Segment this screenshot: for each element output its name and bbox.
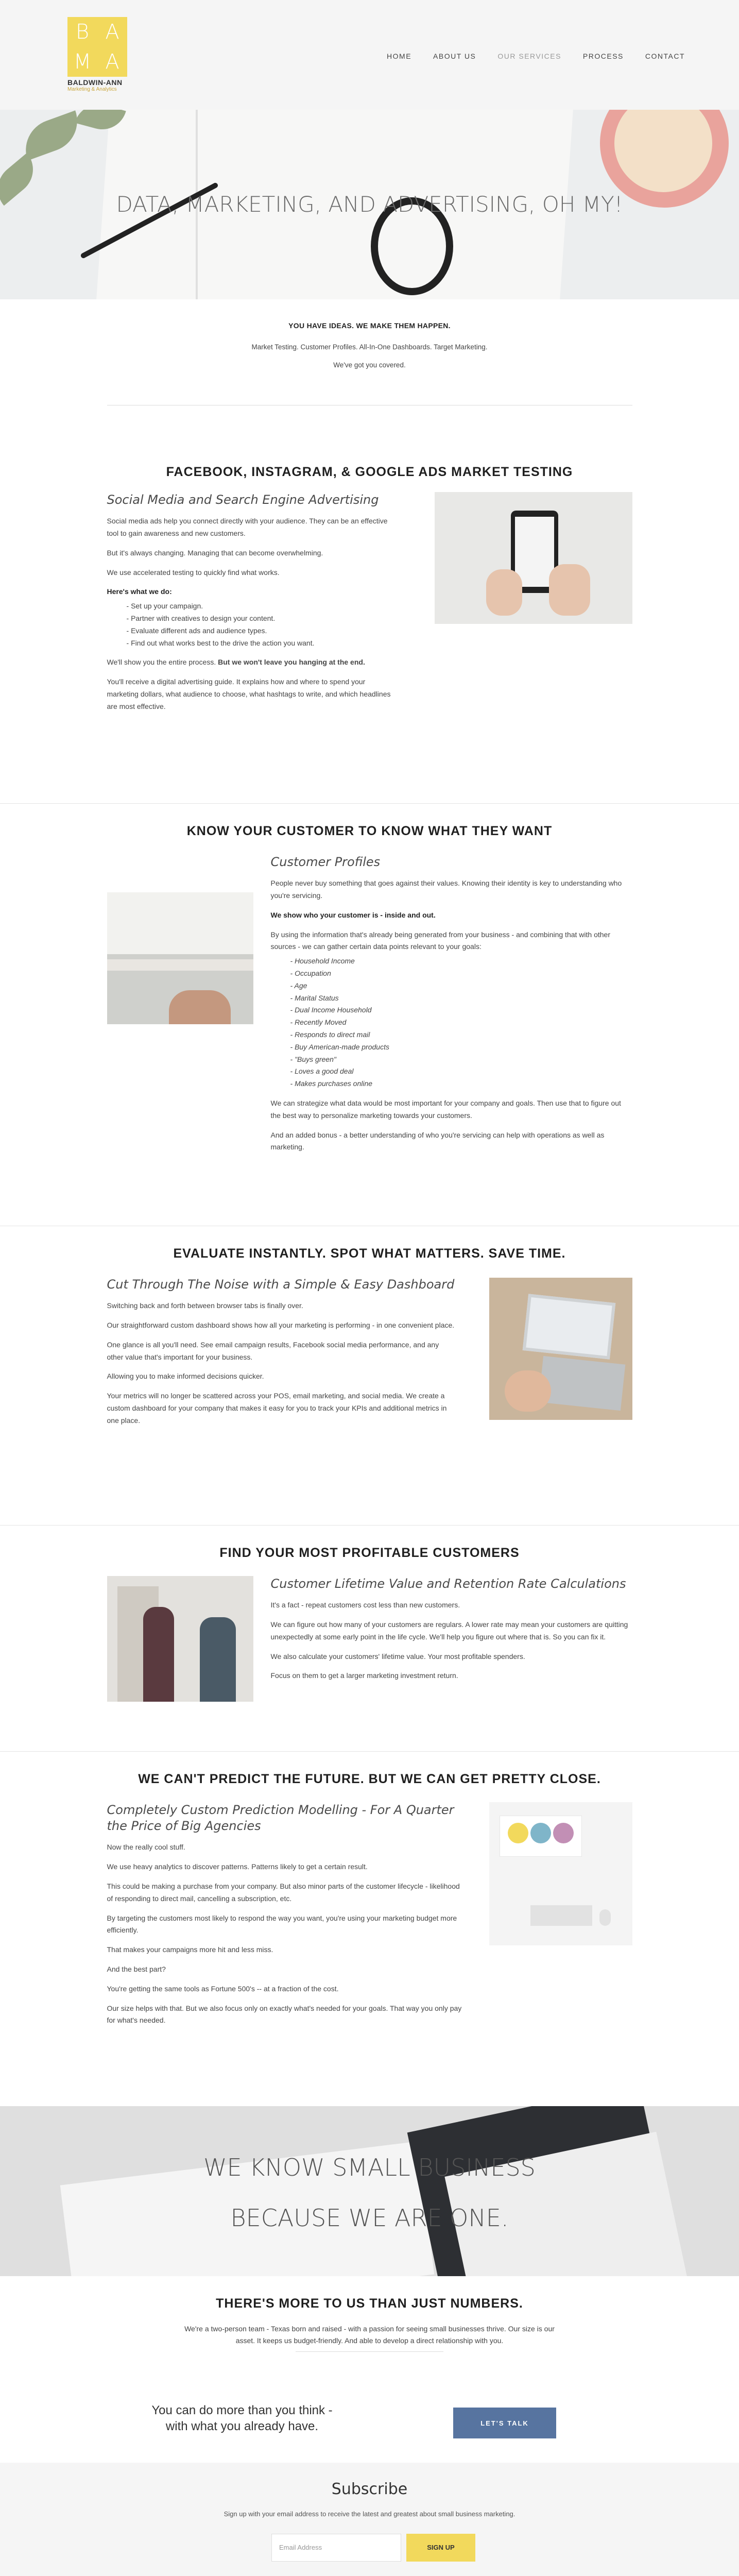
subscribe-title: Subscribe bbox=[331, 2480, 408, 2498]
phone-screen-image bbox=[515, 517, 554, 587]
laptop-dashboard-image bbox=[489, 1278, 632, 1420]
list-item: - Find out what works best to the drive the action you want. bbox=[127, 637, 396, 650]
paragraph: And an added bonus - a better understanding of who you're servicing can help with operations as well as marketing. bbox=[270, 1130, 605, 1151]
list-item: - Buy American-made products bbox=[290, 1041, 632, 1054]
paragraph: And the best part? bbox=[107, 1964, 166, 1973]
intro-heading: YOU HAVE IDEAS. WE MAKE THEM HAPPEN. bbox=[288, 321, 451, 330]
paragraph: By using the information that's already being generated from your business - and combining that with other sources - we can gather certain data points relevant to your goals: bbox=[270, 930, 610, 951]
hand-image bbox=[549, 564, 590, 616]
paragraph: People never buy something that goes against their values. Knowing their identity is key to understanding who you're servicing. bbox=[270, 879, 622, 900]
logo-letter: M bbox=[73, 50, 92, 74]
section-title: FACEBOOK, INSTAGRAM, & GOOGLE ADS MARKET TESTING bbox=[166, 465, 573, 479]
small-business-banner bbox=[0, 2106, 739, 2276]
profitable-customers-section bbox=[107, 1526, 632, 1751]
logo-name: BALDWIN-ANN bbox=[67, 78, 123, 87]
paragraph: Focus on them to get a larger marketing investment return. bbox=[270, 1671, 458, 1680]
logo-letter: A bbox=[105, 50, 119, 74]
laptop-screen-image bbox=[522, 1294, 615, 1359]
paragraph: Now the really cool stuff. bbox=[107, 1843, 185, 1852]
nav-home[interactable]: HOME bbox=[387, 52, 412, 60]
main-nav bbox=[387, 50, 685, 63]
logo-mark bbox=[67, 17, 127, 77]
section-body bbox=[107, 1277, 457, 1427]
paragraph: We use heavy analytics to discover patterns. Patterns likely to get a certain result. bbox=[107, 1862, 368, 1871]
paragraph: It's a fact - repeat customers cost less than new customers. bbox=[270, 1601, 460, 1609]
list-heading: Here's what we do: bbox=[107, 587, 172, 596]
list-item: - Loves a good deal bbox=[290, 1065, 632, 1078]
cta-text: You can do more than you think - with what you already have. bbox=[151, 2403, 333, 2434]
section-title: FIND YOUR MOST PROFITABLE CUSTOMERS bbox=[219, 1546, 520, 1560]
list-item: - Occupation bbox=[290, 968, 632, 980]
nav-contact[interactable]: CONTACT bbox=[645, 52, 685, 60]
keyboard-image bbox=[538, 1356, 625, 1411]
list-item: - "Buys green" bbox=[290, 1054, 632, 1066]
paragraph: We also calculate your customers' lifetime value. Your most profitable spenders. bbox=[270, 1652, 525, 1660]
paragraph: This could be making a purchase from your company. But also minor parts of the customer lifecycle - likelihood of responding to direct mail, cancelling a subscription, etc. bbox=[107, 1882, 460, 1903]
person-image bbox=[169, 990, 231, 1024]
list-item: - Evaluate different ads and audience types. bbox=[127, 625, 396, 637]
dashboard-section bbox=[107, 1226, 632, 1525]
paragraph: Your metrics will no longer be scattered across your POS, email marketing, and social media. We create a custom dashboard for your company that makes it easy for you to track your KPIs and additional metrics in one place. bbox=[107, 1392, 447, 1425]
intro-covered-line: We've got you covered. bbox=[333, 361, 406, 369]
paragraph: By targeting the customers most likely to respond the way you want, you're using your marketing budget more efficiently. bbox=[107, 1913, 457, 1935]
chart-circle-image bbox=[508, 1823, 528, 1843]
paragraph-bold: We show who your customer is - inside and out. bbox=[270, 910, 436, 919]
text: We'll show you the entire process. bbox=[107, 658, 218, 667]
paragraph: Switching back and forth between browser tabs is finally over. bbox=[107, 1301, 303, 1310]
logo-letter: A bbox=[105, 20, 119, 44]
paragraph: We can figure out how many of your customers are regulars. A lower rate may mean your customers are quitting unexpectedly at some early point in the life cycle. We'll help you figure out where that is. So you can fix it. bbox=[270, 1620, 628, 1641]
section-subtitle: Customer Profiles bbox=[270, 855, 381, 869]
chart-circle-image bbox=[553, 1823, 574, 1843]
hand-image bbox=[505, 1370, 551, 1412]
paragraph: Our straightforward custom dashboard shows how all your marketing is performing - in one convenient place. bbox=[107, 1320, 455, 1329]
hand-image bbox=[486, 569, 522, 616]
section-subtitle: Customer Lifetime Value and Retention Rate Calculations bbox=[270, 1577, 626, 1591]
section-body bbox=[271, 1576, 632, 1682]
paragraph: asset. It keeps us budget-friendly. And able to develop a direct relationship with you. bbox=[235, 2336, 504, 2345]
desk-chart-image bbox=[489, 1802, 632, 1945]
banner-title-line2: BECAUSE WE ARE ONE. bbox=[230, 2204, 509, 2232]
nav-our-services[interactable]: OUR SERVICES bbox=[497, 52, 561, 60]
desk-image bbox=[107, 959, 253, 971]
sign-up-button[interactable]: SIGN UP bbox=[406, 2534, 475, 2562]
nav-process[interactable]: PROCESS bbox=[582, 52, 624, 60]
hero-banner bbox=[0, 110, 739, 299]
services-list bbox=[107, 600, 396, 649]
data-points-list bbox=[271, 955, 632, 1090]
section-body bbox=[107, 1802, 462, 2027]
list-item: - Partner with creatives to design your content. bbox=[127, 613, 396, 625]
list-item: - Makes purchases online bbox=[290, 1078, 632, 1090]
site-header bbox=[0, 0, 739, 110]
section-subtitle: Completely Custom Prediction Modelling - For A Quarter the Price of Big Agencies bbox=[107, 1803, 454, 1834]
intro-services-line: Market Testing. Customer Profiles. All-In-One Dashboards. Target Marketing. bbox=[251, 343, 488, 351]
whiteboard-people-image bbox=[107, 1576, 253, 1702]
paragraph: That makes your campaigns more hit and less miss. bbox=[107, 1945, 273, 1954]
prediction-modelling-section bbox=[107, 1752, 632, 2106]
email-input[interactable]: Email Address bbox=[271, 2534, 401, 2562]
lets-talk-button[interactable]: LET'S TALK bbox=[453, 2408, 556, 2438]
section-body bbox=[107, 492, 396, 713]
subscribe-form bbox=[271, 2534, 475, 2562]
banner-title-line1: WE KNOW SMALL BUSINESS bbox=[203, 2154, 536, 2181]
intro-section bbox=[0, 299, 739, 405]
list-item: - Set up your campaign. bbox=[127, 600, 396, 613]
paragraph bbox=[107, 656, 396, 669]
paragraph: We're a two-person team - Texas born and raised - with a passion for seeing small businesses thrive. Our size is our bbox=[184, 2324, 555, 2333]
list-item: - Household Income bbox=[290, 955, 632, 968]
about-section bbox=[0, 2276, 739, 2351]
section-subtitle: Cut Through The Noise with a Simple & Easy Dashboard bbox=[107, 1277, 455, 1292]
logo[interactable] bbox=[67, 17, 130, 92]
list-item: - Marital Status bbox=[290, 992, 632, 1005]
logo-letter: B bbox=[75, 20, 90, 44]
section-subtitle: Social Media and Search Engine Advertising bbox=[107, 493, 379, 507]
list-item: - Responds to direct mail bbox=[290, 1029, 632, 1041]
paragraph: But it's always changing. Managing that can become overwhelming. bbox=[107, 548, 323, 557]
section-title: KNOW YOUR CUSTOMER TO KNOW WHAT THEY WANT bbox=[186, 824, 553, 838]
paragraph: You'll receive a digital advertising guide. It explains how and where to spend your marketing dollars, what audience to choose, what hashtags to write, and which headlines are most effective. bbox=[107, 677, 391, 710]
bold-text: But we won't leave you hanging at the end. bbox=[218, 658, 365, 667]
paragraph: One glance is all you'll need. See email campaign results, Facebook social media performance, and any other value that's important for your business. bbox=[107, 1340, 439, 1361]
paragraph: Social media ads help you connect directly with your audience. They can be an effective tool to gain awareness and new customers. bbox=[107, 517, 388, 537]
list-item: - Recently Moved bbox=[290, 1016, 632, 1029]
mouse-image bbox=[599, 1909, 611, 1926]
nav-about-us[interactable]: ABOUT US bbox=[433, 52, 476, 60]
keyboard-image bbox=[530, 1905, 592, 1926]
window-light-image bbox=[107, 892, 253, 954]
section-body bbox=[271, 854, 632, 1154]
paragraph: We use accelerated testing to quickly find what works. bbox=[107, 568, 280, 577]
section-title: EVALUATE INSTANTLY. SPOT WHAT MATTERS. SAVE TIME. bbox=[173, 1246, 566, 1261]
hero-title: DATA, MARKETING, AND ADVERTISING, OH MY! bbox=[116, 192, 623, 217]
subscribe-description: Sign up with your email address to receive the latest and greatest about small business marketing. bbox=[224, 2510, 515, 2518]
logo-tagline: Marketing & Analytics bbox=[67, 87, 117, 93]
cta-section bbox=[0, 2352, 739, 2463]
list-item: - Dual Income Household bbox=[290, 1004, 632, 1016]
office-person-image bbox=[107, 892, 253, 1024]
person-image bbox=[200, 1617, 236, 1702]
paragraph: We can strategize what data would be most important for your company and goals. Then use that to figure out the best way to personalize marketing towards your customers. bbox=[270, 1098, 621, 1120]
paragraph: Our size helps with that. But we also focus only on exactly what's needed for your goals. That way you only pay for what's needed. bbox=[107, 2004, 462, 2025]
paragraph: Allowing you to make informed decisions quicker. bbox=[107, 1372, 264, 1381]
list-item: - Age bbox=[290, 980, 632, 992]
person-image bbox=[143, 1607, 174, 1702]
market-testing-section bbox=[107, 405, 632, 803]
customer-profiles-section bbox=[107, 804, 632, 1226]
subscribe-section bbox=[0, 2463, 739, 2576]
chart-circle-image bbox=[530, 1823, 551, 1843]
phone-hands-image bbox=[435, 492, 632, 624]
paragraph: You're getting the same tools as Fortune 500's -- at a fraction of the cost. bbox=[107, 1984, 339, 1993]
section-title: WE CAN'T PREDICT THE FUTURE. BUT WE CAN GET PRETTY CLOSE. bbox=[138, 1772, 601, 1786]
section-title: THERE'S MORE TO US THAN JUST NUMBERS. bbox=[216, 2296, 523, 2311]
